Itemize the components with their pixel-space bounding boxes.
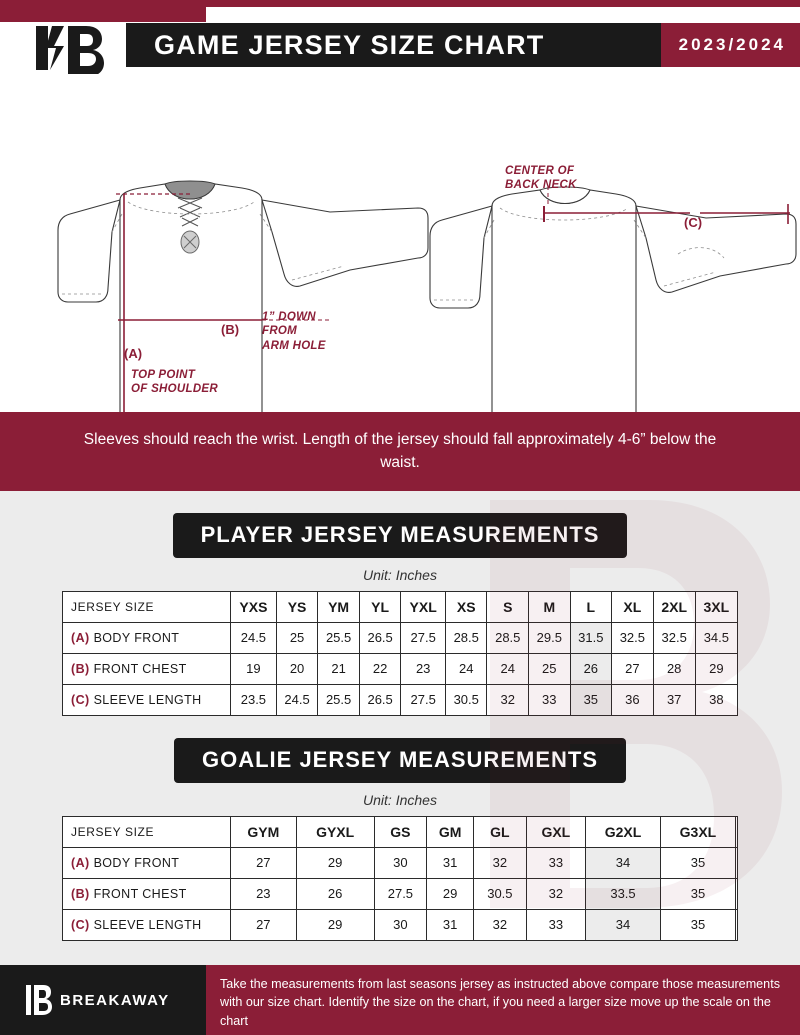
table-cell-value: 22 — [359, 653, 401, 684]
goalie-measurements-table — [62, 816, 738, 941]
table-cell-value: 35 — [660, 847, 735, 878]
table-cell-value: 25.5 — [318, 622, 360, 653]
table-cell-value: 32 — [474, 847, 526, 878]
table-cell-value: 24 — [445, 653, 487, 684]
table-cell-value: 38 — [695, 684, 737, 715]
table-cell-value: 35 — [660, 878, 735, 909]
table-cell-value: 26.5 — [359, 622, 401, 653]
title-bar — [126, 23, 800, 67]
player-section — [0, 513, 800, 716]
table-row — [63, 653, 738, 684]
table-cell-value: 29 — [296, 909, 374, 940]
table-cell-value: 34 — [586, 847, 661, 878]
table-header-size: XS — [445, 591, 487, 622]
goalie-section-title: GOALIE JERSEY MEASUREMENTS — [174, 738, 626, 783]
table-cell-empty — [735, 909, 737, 940]
table-cell-value: 28.5 — [487, 622, 529, 653]
table-cell-value: 27 — [231, 847, 297, 878]
table-row — [63, 622, 738, 653]
table-cell-value: 20 — [276, 653, 318, 684]
annotation-center-back-neck: CENTER OF BACK NECK — [505, 165, 577, 192]
table-row — [63, 909, 738, 940]
breakaway-b-logo-icon — [26, 983, 52, 1017]
table-cell-value: 33 — [529, 684, 571, 715]
page-title: GAME JERSEY SIZE CHART — [154, 29, 545, 60]
table-cell-value: 28 — [653, 653, 695, 684]
footer-instructions: Take the measurements from last seasons jersey as instructed above compare those measurements with our size chart. Identify the size on the chart, if you need a larger size move up the scale on the chart — [206, 965, 800, 1035]
table-header-size: S — [487, 591, 529, 622]
table-cell-value: 35 — [570, 684, 612, 715]
table-header-size: GYXL — [296, 816, 374, 847]
annotation-arm-hole: 1” DOWN FROM ARM HOLE — [262, 311, 326, 352]
table-header-size: GM — [427, 816, 474, 847]
table-cell-value: 37 — [653, 684, 695, 715]
table-cell-value: 28.5 — [445, 622, 487, 653]
note-bar: Sleeves should reach the wrist. Length of the jersey should fall approximately 4-6” below the waist. — [0, 412, 800, 491]
table-header-size: YL — [359, 591, 401, 622]
table-cell-value: 23 — [401, 653, 446, 684]
table-cell-value: 24.5 — [276, 684, 318, 715]
table-header-size: G2XL — [586, 816, 661, 847]
header-left-band — [0, 0, 206, 22]
table-cell-value: 25 — [529, 653, 571, 684]
goalie-unit-label: Unit: Inches — [363, 791, 437, 808]
table-header-size: YXL — [401, 591, 446, 622]
table-row-label: (A) BODY FRONT — [63, 847, 231, 878]
table-cell-value: 34.5 — [695, 622, 737, 653]
table-cell-value: 27.5 — [374, 878, 426, 909]
footer-brand — [0, 965, 206, 1035]
table-row-label: (C) SLEEVE LENGTH — [63, 684, 231, 715]
header-right-band — [206, 0, 800, 7]
table-cell-value: 26 — [570, 653, 612, 684]
table-row — [63, 878, 738, 909]
table-cell-value: 32.5 — [653, 622, 695, 653]
page-header — [0, 0, 800, 82]
table-cell-value: 26 — [296, 878, 374, 909]
annotation-top-point-shoulder: TOP POINT OF SHOULDER — [131, 369, 218, 396]
table-header-size-label: JERSEY SIZE — [63, 591, 231, 622]
table-cell-empty — [735, 878, 737, 909]
table-cell-empty — [735, 847, 737, 878]
table-header-size: GYM — [231, 816, 297, 847]
diagram-tag-c: (C) — [684, 215, 703, 230]
table-cell-value: 26.5 — [359, 684, 401, 715]
table-cell-value: 29 — [695, 653, 737, 684]
table-cell-value: 31 — [427, 847, 474, 878]
table-header-size: GXL — [526, 816, 585, 847]
table-cell-value: 33 — [526, 909, 585, 940]
table-row-label: (A) BODY FRONT — [63, 622, 231, 653]
table-header-size: YM — [318, 591, 360, 622]
table-cell-value: 27 — [612, 653, 654, 684]
table-cell-value: 23.5 — [231, 684, 277, 715]
table-cell-value: 25 — [276, 622, 318, 653]
table-cell-value: 32 — [526, 878, 585, 909]
table-cell-value: 30.5 — [474, 878, 526, 909]
table-cell-value: 30 — [374, 847, 426, 878]
table-cell-value: 24 — [487, 653, 529, 684]
table-cell-value: 25.5 — [318, 684, 360, 715]
table-cell-value: 36 — [612, 684, 654, 715]
table-header-size: 3XL — [695, 591, 737, 622]
table-cell-value: 29.5 — [529, 622, 571, 653]
table-header-size: XL — [612, 591, 654, 622]
breakaway-b-logo-icon — [34, 22, 104, 74]
table-cell-value: 32.5 — [612, 622, 654, 653]
table-cell-value: 29 — [296, 847, 374, 878]
table-row-label: (B) FRONT CHEST — [63, 878, 231, 909]
table-cell-value: 32 — [474, 909, 526, 940]
table-cell-value: 33 — [526, 847, 585, 878]
player-unit-label: Unit: Inches — [363, 566, 437, 583]
diagram-tag-b: (B) — [221, 322, 240, 337]
table-row-label: (C) SLEEVE LENGTH — [63, 909, 231, 940]
table-row-label: (B) FRONT CHEST — [63, 653, 231, 684]
table-header-size: M — [529, 591, 571, 622]
table-cell-value: 27.5 — [401, 622, 446, 653]
table-row — [63, 847, 738, 878]
table-header-size: 2XL — [653, 591, 695, 622]
table-cell-value: 31.5 — [570, 622, 612, 653]
player-section-title: PLAYER JERSEY MEASUREMENTS — [173, 513, 628, 558]
table-header-size: GL — [474, 816, 526, 847]
table-cell-value: 35 — [660, 909, 735, 940]
table-header-size-label: JERSEY SIZE — [63, 816, 231, 847]
table-cell-value: 27 — [231, 909, 297, 940]
goalie-section — [0, 738, 800, 941]
page-footer — [0, 965, 800, 1035]
diagram-tag-a: (A) — [124, 346, 143, 361]
table-cell-value: 27.5 — [401, 684, 446, 715]
table-cell-value: 30 — [374, 909, 426, 940]
table-cell-value: 32 — [487, 684, 529, 715]
table-cell-value: 31 — [427, 909, 474, 940]
table-header-size: L — [570, 591, 612, 622]
table-row — [63, 684, 738, 715]
table-header-size: G3XL — [660, 816, 735, 847]
footer-brand-name: BREAKAWAY — [60, 991, 170, 1009]
table-cell-value: 30.5 — [445, 684, 487, 715]
season-badge: 2023/2024 — [661, 23, 800, 67]
table-cell-value: 24.5 — [231, 622, 277, 653]
table-cell-empty — [735, 816, 737, 847]
player-measurements-table — [62, 591, 738, 716]
table-cell-value: 29 — [427, 878, 474, 909]
table-cell-value: 33.5 — [586, 878, 661, 909]
table-header-size: GS — [374, 816, 426, 847]
jersey-diagram — [0, 82, 800, 412]
table-cell-value: 23 — [231, 878, 297, 909]
table-cell-value: 19 — [231, 653, 277, 684]
table-header-size: YXS — [231, 591, 277, 622]
table-cell-value: 21 — [318, 653, 360, 684]
table-header-size: YS — [276, 591, 318, 622]
table-cell-value: 34 — [586, 909, 661, 940]
